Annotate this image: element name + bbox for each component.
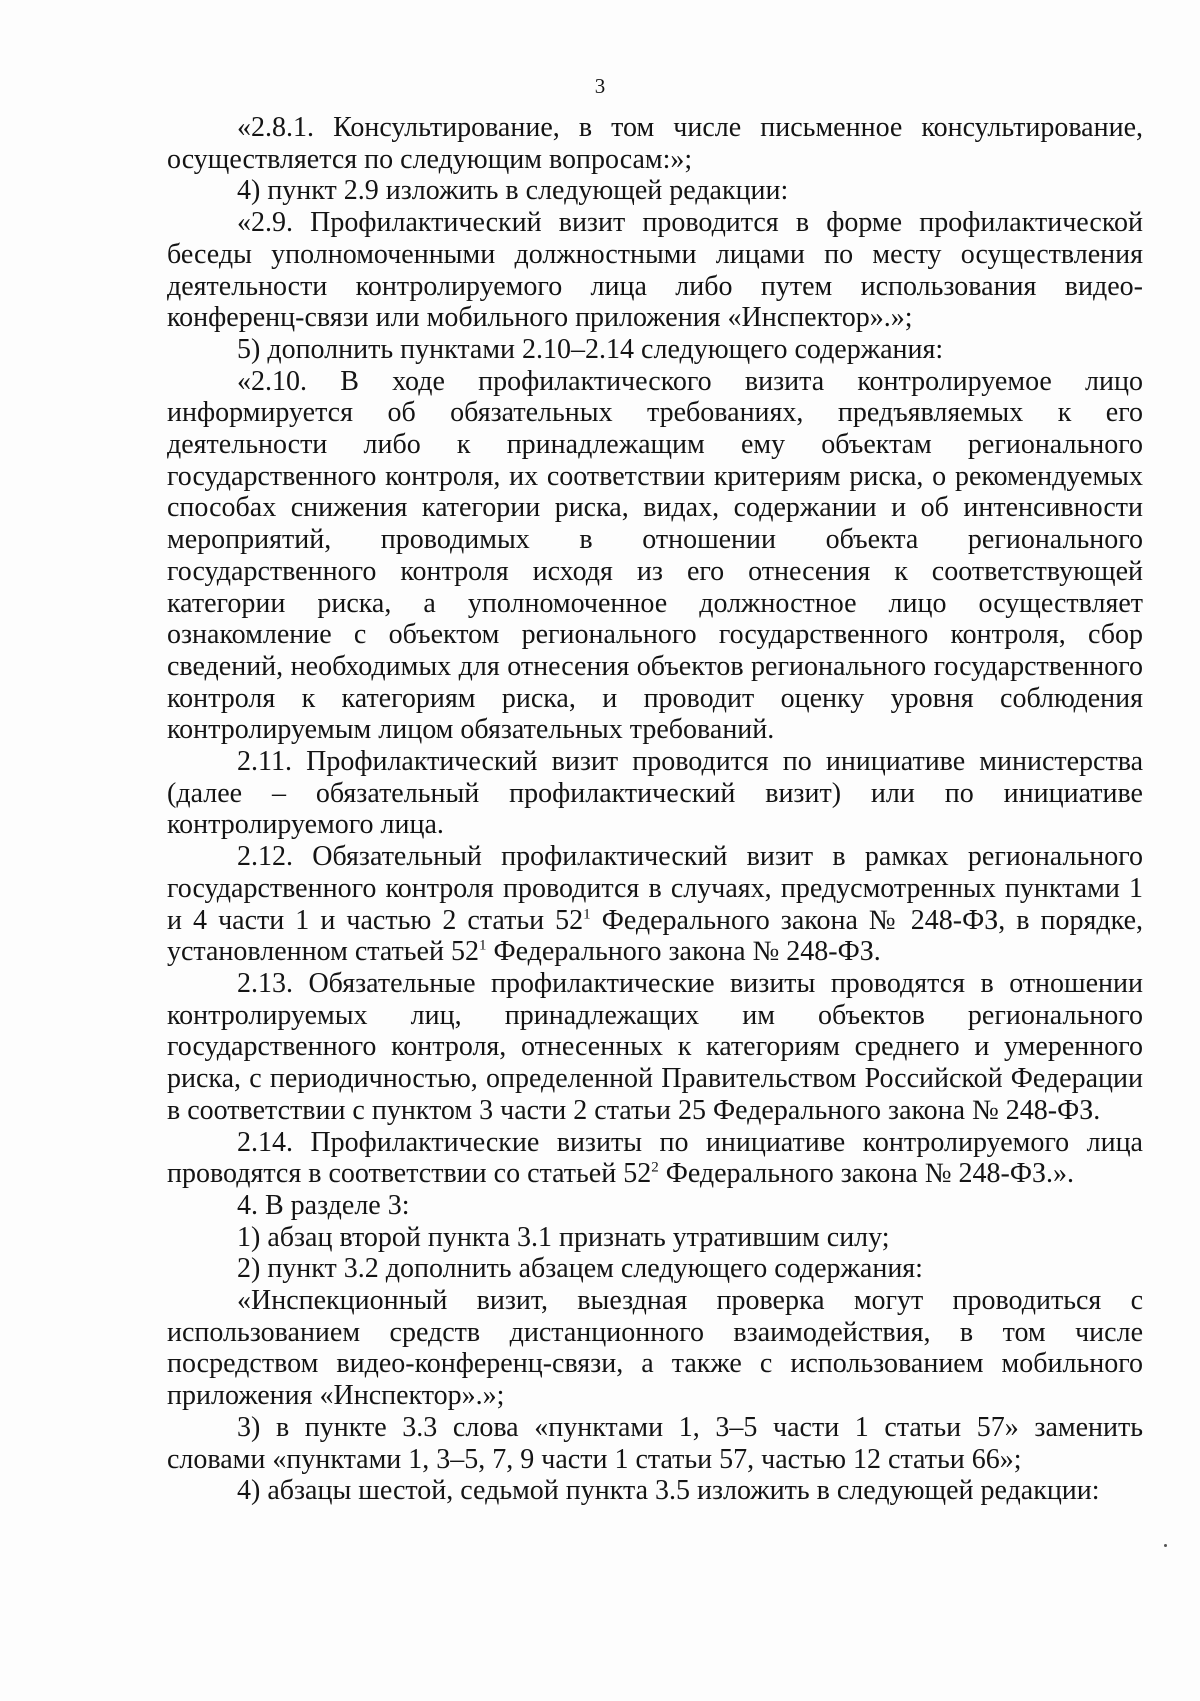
paragraph-2-12-part-b: Федерального закона № 248-ФЗ, в порядке, установленном статьей 52 xyxy=(167,904,1144,968)
paragraph-2-11: 2.11. Профилактический визит проводится по инициативе министерства (далее – обязательный профилактический визит) или по инициативе контролируемого лица. xyxy=(167,746,1143,841)
paragraph-3-2: 2) пункт 3.2 дополнить абзацем следующего содержания: xyxy=(237,1253,923,1285)
paragraph-section-3: 4. В разделе 3: xyxy=(237,1189,410,1221)
paragraph-2-9: «2.9. Профилактический визит проводится в форме профилактической беседы уполномоченными должностными лицами по месту осуществления деятельности контролируемого лица либо путем использования видео-конференц-связи или мобильного приложения «Инспектор».»; xyxy=(167,207,1143,334)
paragraph-2-12-part-c: Федерального закона № 248-ФЗ. xyxy=(486,936,881,968)
paragraph-2-14-part-a: 2.14. Профилактические визиты по инициативе контролируемого лица проводятся в соответствии со статьей 52 xyxy=(167,1126,1143,1190)
paragraph-2-14-part-b: Федерального закона № 248-ФЗ.». xyxy=(658,1158,1075,1190)
superscript-1: 1 xyxy=(478,937,487,954)
paragraph-2-14 xyxy=(167,1127,1143,1190)
superscript-2: 2 xyxy=(651,1159,659,1176)
paragraph-3-5: 4) абзацы шестой, седьмой пункта 3.5 изложить в следующей редакции: xyxy=(237,1475,1100,1507)
paragraph-2-12 xyxy=(167,841,1143,968)
paragraph-2-8-1: «2.8.1. Консультирование, в том числе письменное консультирование, осуществляется по следующим вопросам:»; xyxy=(167,112,1143,175)
paragraph-3-1: 1) абзац второй пункта 3.1 признать утратившим силу; xyxy=(237,1221,890,1253)
page-number: 3 xyxy=(594,74,606,98)
paragraph-3-2-quote: «Инспекционный визит, выездная проверка могут проводиться с использованием средств дистанционного взаимодействия, в том числе посредством видео-конференц-связи, а также с использованием мобильного приложения «Инспектор».»; xyxy=(167,1285,1143,1412)
paragraph-item-4: 4) пункт 2.9 изложить в следующей редакции: xyxy=(237,175,789,207)
paragraph-2-10: «2.10. В ходе профилактического визита контролируемое лицо информируется об обязательных требованиях, предъявляемых к его деятельности либо к принадлежащим ему объектам регионального государственного контроля, их соответствии критериям риска, о рекомендуемых способах снижения категории риска, видах, содержании и об интенсивности мероприятий, проводимых в отношении объекта регионального государственного контроля исходя из его отнесения к соответствующей категории риска, а уполномоченное должностное лицо осуществляет ознакомление с объектом регионального государственного контроля, сбор сведений, необходимых для отнесения объектов регионального государственного контроля к категориям риска, и проводит оценку уровня соблюдения контролируемым лицом обязательных требований. xyxy=(167,365,1143,746)
scan-speck xyxy=(1164,1544,1167,1547)
paragraph-2-13: 2.13. Обязательные профилактические визиты проводятся в отношении контролируемых лиц, принадлежащих им объектов регионального государственного контроля, отнесенных к категориям среднего и умеренного риска, с периодичностью, определенной Правительством Российской Федерации в соответствии с пунктом 3 части 2 статьи 25 Федерального закона № 248-ФЗ. xyxy=(167,967,1143,1126)
paragraph-3-3: 3) в пункте 3.3 слова «пунктами 1, 3–5 части 1 статьи 57» заменить словами «пунктами 1, 3–5, 7, 9 части 1 статьи 57, частью 12 статьи 66»; xyxy=(167,1411,1143,1475)
paragraph-item-5: 5) дополнить пунктами 2.10–2.14 следующего содержания: xyxy=(237,333,944,365)
paragraph-2-12-part-a: 2.12. Обязательный профилактический визит в рамках регионального государственного контроля проводится в случаях, предусмотренных пунктами 1 и 4 части 1 и частью 2 статьи 52 xyxy=(167,841,1143,936)
document-body xyxy=(167,112,1143,1507)
superscript-1: 1 xyxy=(583,906,591,923)
